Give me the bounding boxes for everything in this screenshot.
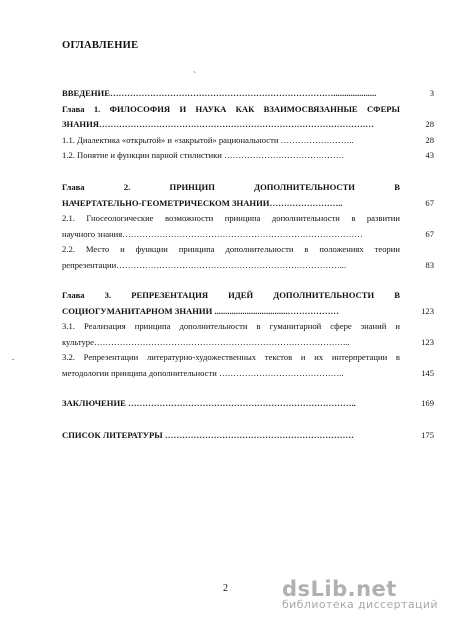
toc-entry-1-2[interactable] [62, 148, 434, 164]
toc-page-number: 3 [429, 88, 434, 98]
toc-block-conclusion [62, 396, 434, 412]
toc-entry-title: 1.1. Диалектика «открытой» и «закрытой» рациональности …………………….. [62, 134, 354, 145]
toc-entry-title: 2.1. Гносеологические возможности принципа дополнительности в развитии [62, 213, 400, 223]
watermark-logo: dsLib.net [281, 577, 397, 601]
toc-entry-title: Глава 3. РЕПРЕЗЕНТАЦИЯ ИДЕЙ ДОПОЛНИТЕЛЬНОСТИ В [62, 290, 400, 300]
toc-page-number: 169 [421, 398, 434, 408]
page-number: 2 [223, 583, 228, 594]
toc-entry-chapter-3-cont[interactable] [62, 304, 434, 320]
toc-block-intro-ch1 [62, 86, 434, 164]
toc-block-ch3 [62, 288, 434, 381]
toc-page-number: 67 [425, 228, 434, 239]
watermark-subtitle: библиотека диссертаций [281, 598, 438, 611]
toc-entry-title: ЗАКЛЮЧЕНИЕ …………………………………………………………………….. [62, 398, 356, 408]
scan-mark: . [12, 352, 15, 362]
toc-page-number: 28 [425, 119, 434, 129]
toc-entry-title: ВВЕДЕНИЕ…………………………………………………………………….................... [62, 88, 377, 98]
toc-entry-title: Глава 2. ПРИНЦИП ДОПОЛНИТЕЛЬНОСТИ В [62, 182, 400, 192]
scan-mark: ` [193, 70, 196, 80]
toc-page-number: 145 [421, 367, 434, 378]
toc-entry-title: 3.2. Репрезентации литературно-художественных текстов и их интерпретации в [62, 352, 400, 362]
toc-entry-chapter-1-cont[interactable] [62, 117, 434, 133]
watermark [282, 577, 438, 611]
toc-entry-intro[interactable] [62, 86, 434, 102]
toc-entry-title: научного знания………………………………………………………………………… [62, 228, 363, 239]
toc-page-number: 175 [421, 430, 434, 440]
toc-entry-2-1-cont[interactable] [62, 227, 434, 243]
toc-entry-2-2-cont[interactable] [62, 258, 434, 274]
toc-entry-title: 2.2. Место и функции принципа дополнительности в положениях теории [62, 244, 400, 254]
toc-page-number: 83 [425, 259, 434, 270]
toc-entry-3-2[interactable] [62, 350, 400, 366]
toc-entry-conclusion[interactable] [62, 396, 434, 412]
toc-page-number: 67 [425, 197, 434, 208]
toc-page-number: 28 [425, 134, 434, 145]
toc-entry-title: культуре……………………………………………………………………………... [62, 336, 350, 347]
toc-entry-title: Глава 1. ФИЛОСОФИЯ И НАУКА КАК ВЗАИМОСВЯЗАННЫЕ СФЕРЫ [62, 103, 400, 114]
toc-entry-title: методологии принципа дополнительности …………………………………….. [62, 367, 344, 378]
toc-entry-chapter-2[interactable] [62, 180, 400, 196]
page-title: ОГЛАВЛЕНИЕ [62, 40, 139, 51]
toc-entry-title: ЗНАНИЯ…………………………………………………………………………………… [62, 119, 375, 129]
toc-entry-chapter-1[interactable] [62, 102, 400, 118]
toc-page-number: 123 [421, 305, 434, 316]
toc-entry-3-1[interactable] [62, 319, 400, 335]
toc-entry-title: репрезентации……………………………………………………………………... [62, 259, 347, 270]
toc-block-ch2 [62, 180, 434, 273]
toc-entry-2-1[interactable] [62, 211, 400, 227]
toc-entry-title: СОЦИОГУМАНИТАРНОМ ЗНАНИИ ..................................……………… [62, 305, 340, 316]
toc-entry-title: СПИСОК ЛИТЕРАТУРЫ ………………………………………………………… [62, 430, 354, 440]
toc-entry-3-1-cont[interactable] [62, 335, 434, 351]
toc-entry-chapter-2-cont[interactable] [62, 196, 434, 212]
toc-entry-title: НАЧЕРТАТЕЛЬНО-ГЕОМЕТРИЧЕСКОМ ЗНАНИИ…………………….. [62, 197, 343, 208]
toc-entry-1-1[interactable] [62, 133, 434, 149]
toc-page-number: 43 [425, 150, 434, 160]
toc-entry-chapter-3[interactable] [62, 288, 400, 304]
toc-entry-2-2[interactable] [62, 242, 400, 258]
toc-entry-title: 1.2. Понятие и функции парной стилистики …………………………………… [62, 150, 345, 160]
toc-entry-3-2-cont[interactable] [62, 366, 434, 382]
toc-entry-references[interactable] [62, 428, 434, 444]
toc-block-references [62, 428, 434, 444]
toc-entry-title: 3.1. Реализация принципа дополнительности в гуманитарной сфере знаний и [62, 321, 400, 331]
toc-page-number: 123 [421, 336, 434, 347]
